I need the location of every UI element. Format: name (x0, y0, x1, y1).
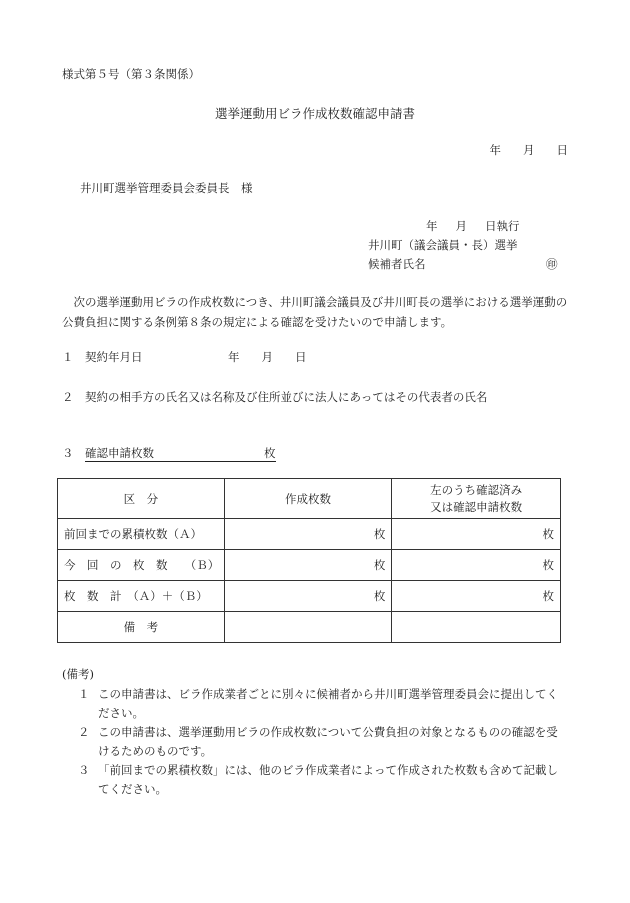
notes-heading: (備考) (62, 667, 94, 681)
note-number: ３ (78, 763, 90, 777)
contract-year: 年 (228, 350, 240, 364)
requested-count-field (85, 445, 276, 462)
contract-date-fields (228, 349, 307, 365)
requested-count-label: 確認申請枚数 (85, 446, 154, 460)
document-title: 選挙運動用ビラ作成枚数確認申請書 (214, 106, 415, 121)
table-row-remarks (58, 612, 561, 643)
note-item (78, 685, 568, 723)
seal-mark: ㊞ (546, 257, 558, 271)
table-header-row (58, 479, 561, 519)
row-created-unit: 枚 (224, 519, 392, 550)
item3-number: ３ (62, 446, 74, 460)
row-label: 枚 数 計 （Ａ）＋（Ｂ） (58, 581, 225, 612)
header-confirmed-line2: 又は確認申請枚数 (430, 499, 523, 514)
contract-date-label: １ 契約年月日 (62, 350, 143, 364)
addressee: 井川町選挙管理委員会委員長 様 (80, 181, 253, 195)
date-day: 日 (556, 143, 568, 157)
exec-year: 年 (426, 219, 438, 233)
contract-day: 日 (295, 350, 307, 364)
header-confirmed-line1: 左のうち確認済み (430, 482, 523, 497)
row-confirmed-unit: 枚 (392, 519, 561, 550)
row-created-unit: 枚 (224, 581, 392, 612)
note-item (78, 761, 568, 799)
remarks-confirmed (392, 612, 561, 643)
count-confirmation-table (57, 478, 561, 643)
note-text: この申請書は、選挙運動用ビラの作成枚数について公費負担の対象となるものの確認を受けるためのものです。 (98, 725, 558, 758)
note-number: ２ (78, 725, 90, 739)
note-number: １ (78, 687, 90, 701)
note-text: この申請書は、ビラ作成業者ごとに別々に候補者から井川町選挙管理委員会に提出してください。 (98, 687, 558, 720)
requested-count-item (62, 445, 276, 462)
row-label: 今 回 の 枚 数 （Ｂ） (58, 550, 225, 581)
date-month: 月 (523, 143, 535, 157)
contract-date-item (62, 349, 307, 365)
exec-month: 月 (455, 219, 467, 233)
header-category: 区 分 (58, 479, 225, 519)
application-date (468, 142, 569, 158)
exec-day: 日執行 (485, 219, 520, 233)
election-name: 井川町（議会議員・長）選挙 (368, 238, 518, 252)
row-label: 前回までの累積枚数（Ａ） (58, 519, 225, 550)
table-row (58, 581, 561, 612)
date-year: 年 (489, 143, 501, 157)
table-row (58, 519, 561, 550)
row-confirmed-unit: 枚 (392, 581, 561, 612)
remarks-label: 備 考 (58, 612, 225, 643)
header-confirmed-count (392, 479, 561, 519)
note-item (78, 723, 568, 761)
row-confirmed-unit: 枚 (392, 550, 561, 581)
table-row (58, 550, 561, 581)
candidate-name-label: 候補者氏名 (368, 257, 426, 271)
header-created-count: 作成枚数 (224, 479, 392, 519)
remarks-created (224, 612, 392, 643)
contract-month: 月 (261, 350, 273, 364)
application-body-text: 次の選挙運動用ビラの作成枚数につき、井川町議会議員及び井川町長の選挙における選挙運動の公費負担に関する条例第８条の規定による確認を受けたいので申請します。 (62, 295, 568, 329)
contract-party-item: ２ 契約の相手方の氏名又は名称及び住所並びに法人にあってはその代表者の氏名 (62, 390, 488, 404)
row-created-unit: 枚 (224, 550, 392, 581)
election-execution-date (426, 218, 520, 234)
requested-count-unit: 枚 (264, 446, 276, 460)
form-number: 様式第５号（第３条関係） (62, 67, 200, 81)
note-text: 「前回までの累積枚数」には、他のビラ作成業者によって作成された枚数も含めて記載してください。 (98, 763, 558, 796)
